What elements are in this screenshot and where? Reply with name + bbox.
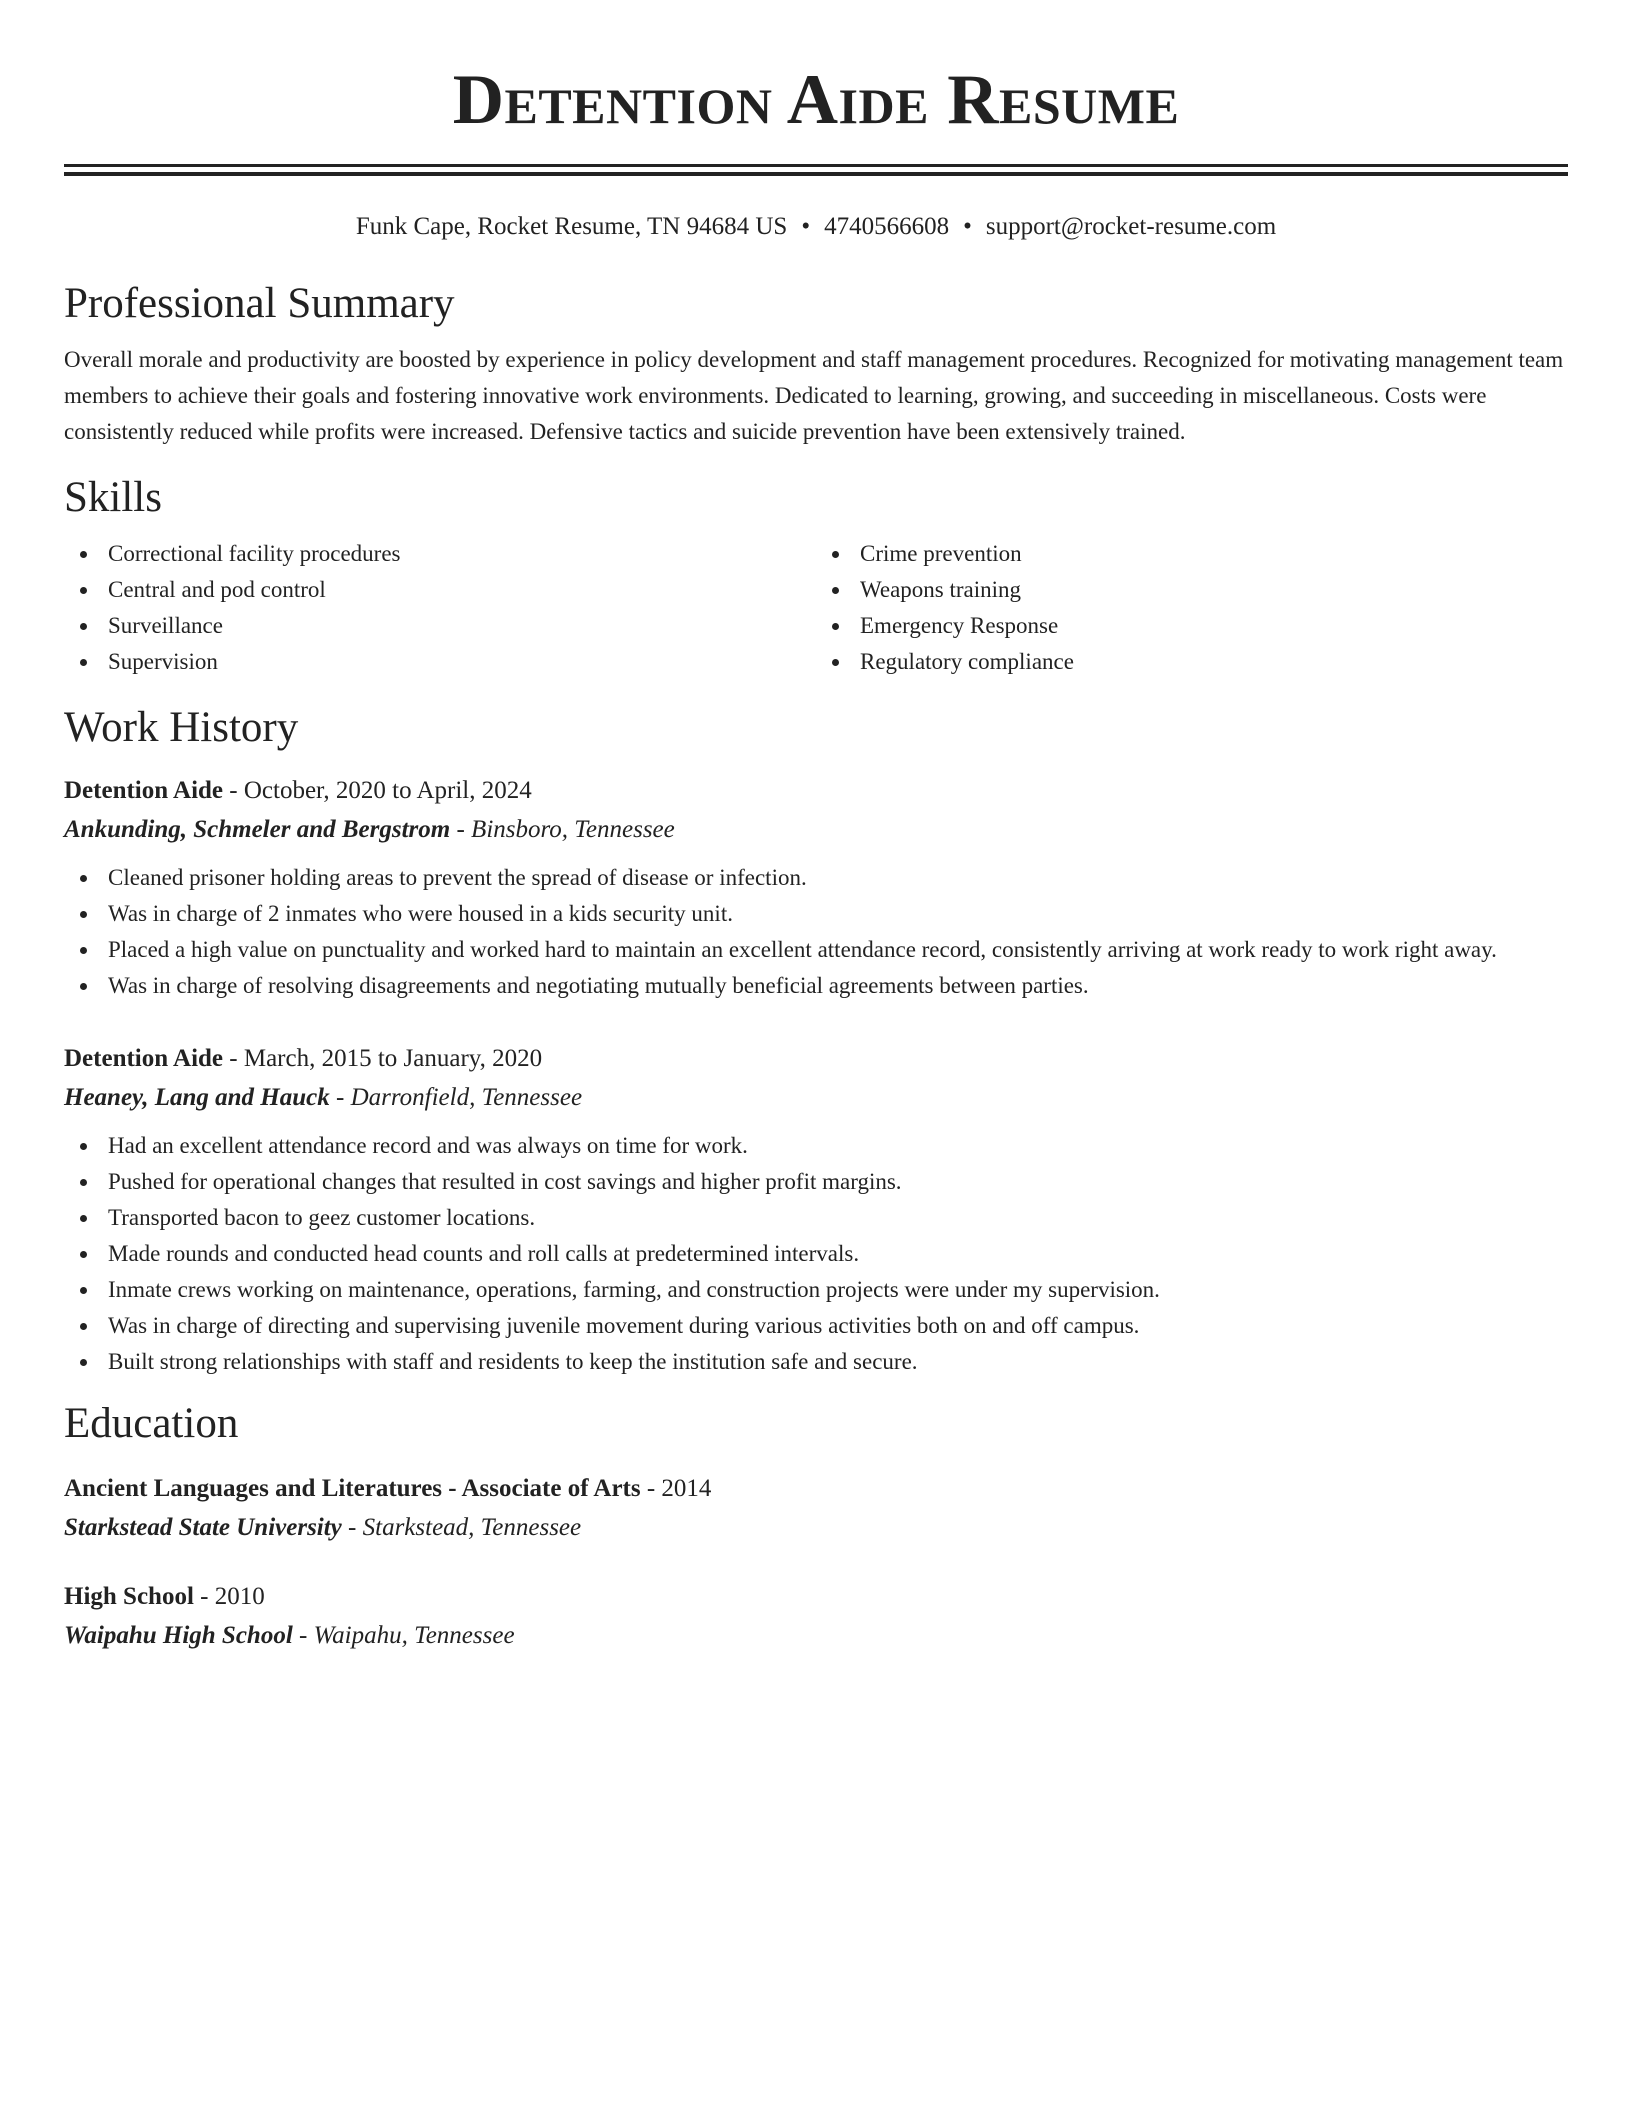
contact-phone: 4740566608	[824, 213, 950, 240]
job-duty: Was in charge of directing and supervising juvenile movement during various activities both on and off campus.	[64, 1308, 1568, 1344]
skill-item: Correctional facility procedures	[64, 536, 816, 572]
job-location: - Binsboro, Tennessee	[450, 816, 675, 843]
contact-address: Funk Cape, Rocket Resume, TN 94684 US	[355, 213, 788, 240]
job-dates: - March, 2015 to January, 2020	[223, 1045, 543, 1072]
education-degree: High School	[64, 1583, 194, 1610]
job-employer: Heaney, Lang and Hauck	[64, 1084, 330, 1111]
title-divider	[64, 164, 1568, 176]
skills-section	[64, 472, 1568, 680]
education-school: Starkstead State University	[64, 1514, 342, 1541]
work-heading: Work History	[64, 704, 299, 751]
work-section	[64, 702, 1568, 1380]
education-school: Waipahu High School	[64, 1622, 293, 1649]
job-duty: Pushed for operational changes that resulted in cost savings and higher profit margins.	[64, 1164, 1568, 1200]
job-role: Detention Aide	[64, 1045, 224, 1072]
job-duty: Placed a high value on punctuality and worked hard to maintain an excellent attendance record, consistently arriving at work ready to work right away.	[64, 932, 1568, 968]
job-role: Detention Aide	[64, 777, 224, 804]
skills-columns	[64, 536, 1568, 680]
job-title-line	[64, 1040, 1568, 1078]
job-employer-line	[64, 1078, 1568, 1118]
job-duties-list	[64, 860, 1568, 1004]
skill-item: Surveillance	[64, 608, 816, 644]
summary-section	[64, 278, 1568, 450]
contact-separator: •	[963, 213, 972, 240]
job-duty: Cleaned prisoner holding areas to prevent the spread of disease or infection.	[64, 860, 1568, 896]
skill-item: Supervision	[64, 644, 816, 680]
job-duty: Was in charge of resolving disagreements and negotiating mutually beneficial agreements between parties.	[64, 968, 1568, 1004]
education-section	[64, 1398, 1568, 1656]
education-school-line	[64, 1508, 1568, 1548]
job-duty: Made rounds and conducted head counts and roll calls at predetermined intervals.	[64, 1236, 1568, 1272]
education-school-line	[64, 1616, 1568, 1656]
skills-right-list	[816, 536, 1568, 680]
job-duty: Transported bacon to geez customer locations.	[64, 1200, 1568, 1236]
skills-left-list	[64, 536, 816, 680]
job-employer-line	[64, 810, 1568, 850]
skills-heading: Skills	[64, 474, 162, 521]
education-degree-line	[64, 1578, 1568, 1616]
education-location: - Waipahu, Tennessee	[292, 1622, 515, 1649]
skill-item: Emergency Response	[816, 608, 1568, 644]
education-heading: Education	[64, 1400, 239, 1447]
job-entry	[64, 1040, 1568, 1380]
education-degree: Ancient Languages and Literatures - Associate of Arts	[64, 1475, 641, 1502]
education-entry	[64, 1578, 1568, 1656]
summary-text: Overall morale and productivity are boosted by experience in policy development and staff management procedures. Recognized for motivating management team members to achieve their goals and fostering innovative work environments. Dedicated to learning, growing, and succeeding in miscellaneous. Costs were consistently reduced while profits were increased. Defensive tactics and suicide prevention have been extensively trained.	[64, 347, 1564, 444]
job-duty: Was in charge of 2 inmates who were housed in a kids security unit.	[64, 896, 1568, 932]
resume-page	[64, 0, 1568, 1656]
job-duty: Built strong relationships with staff and residents to keep the institution safe and secure.	[64, 1344, 1568, 1380]
skill-item: Central and pod control	[64, 572, 816, 608]
education-year: - 2014	[640, 1475, 712, 1502]
education-degree-line	[64, 1470, 1568, 1508]
contact-separator: •	[801, 213, 811, 240]
education-entry	[64, 1470, 1568, 1548]
contact-line	[64, 210, 1568, 244]
job-employer: Ankunding, Schmeler and Bergstrom	[64, 816, 451, 843]
job-dates: - October, 2020 to April, 2024	[223, 777, 532, 804]
job-duty: Had an excellent attendance record and was always on time for work.	[64, 1128, 1568, 1164]
summary-heading: Professional Summary	[64, 280, 455, 327]
job-title-line	[64, 772, 1568, 810]
education-location: - Starkstead, Tennessee	[341, 1514, 582, 1541]
skill-item: Regulatory compliance	[816, 644, 1568, 680]
job-duties-list	[64, 1128, 1568, 1380]
resume-title: Detention Aide Resume	[452, 61, 1180, 139]
skill-item: Crime prevention	[816, 536, 1568, 572]
job-location: - Darronfield, Tennessee	[329, 1084, 583, 1111]
job-duty: Inmate crews working on maintenance, operations, farming, and construction projects were under my supervision.	[64, 1272, 1568, 1308]
job-entry	[64, 772, 1568, 1004]
skill-item: Weapons training	[816, 572, 1568, 608]
education-year: - 2010	[193, 1583, 265, 1610]
contact-email: support@rocket-resume.com	[985, 213, 1277, 240]
